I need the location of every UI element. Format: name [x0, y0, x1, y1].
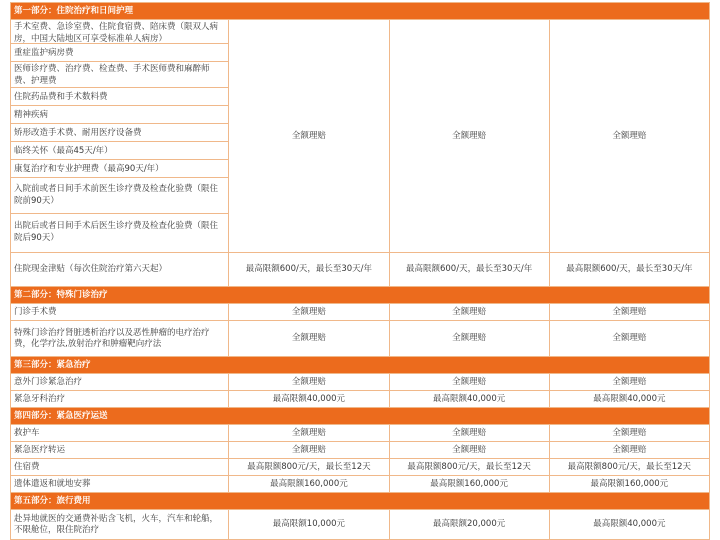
plan-3-value: 全额理赔: [549, 304, 709, 321]
plan-1-value: 最高限额10,000元: [229, 510, 389, 540]
list-item: 重症监护病房费: [11, 44, 228, 62]
row-label: 遗体遣返和就地安葬: [11, 476, 229, 493]
table-row: [11, 391, 710, 408]
table-row: [11, 304, 710, 321]
list-item: 康复治疗和专业护理费（最高90天/年）: [11, 160, 228, 178]
plan-3-value: 全额理赔: [549, 20, 709, 253]
section-title: 第三部分：紧急治疗: [11, 357, 710, 374]
plan-3-value: 最高限额40,000元: [549, 510, 709, 540]
table-row: [11, 510, 710, 540]
plan-3-value: 最高限额40,000元: [549, 391, 709, 408]
plan-2-value: 全额理赔: [389, 20, 549, 253]
plan-2-value: 最高限额800元/天，最长至12天: [389, 459, 549, 476]
inpatient-items-cell: [11, 20, 229, 253]
row-label: 赴异地就医的交通费补贴含飞机，火车，汽车和轮船，不限舱位，限住院治疗: [11, 510, 229, 540]
section-header-travel: [11, 493, 710, 510]
row-label: 救护车: [11, 425, 229, 442]
plan-1-value: 全额理赔: [229, 304, 389, 321]
table-row: [11, 253, 710, 287]
section-header-inpatient: [11, 3, 710, 20]
table-row: [11, 476, 710, 493]
plan-1-value: 最高限额800元/天，最长至12天: [229, 459, 389, 476]
list-item: 矫形改造手术费、耐用医疗设备费: [11, 124, 228, 142]
section-header-outpatient: [11, 287, 710, 304]
plan-3-value: 最高限额160,000元: [549, 476, 709, 493]
list-item: 临终关怀（最高45天/年）: [11, 142, 228, 160]
table-row: [11, 374, 710, 391]
list-item: 精神疾病: [11, 106, 228, 124]
plan-2-value: 全额理赔: [389, 425, 549, 442]
plan-1-value: 全额理赔: [229, 20, 389, 253]
list-item: 手术室费、急诊室费、住院食宿费、陪床费（限双人病房，中国大陆地区可享受标准单人病房）: [11, 20, 228, 44]
plan-1-value: 最高限额600/天，最长至30天/年: [229, 253, 389, 287]
plan-3-value: 全额理赔: [549, 374, 709, 391]
table-row: [11, 321, 710, 357]
plan-3-value: 全额理赔: [549, 425, 709, 442]
table-row: [11, 20, 710, 253]
plan-2-value: 全额理赔: [389, 304, 549, 321]
list-item: 入院前或者日间手术前医生诊疗费及检查化验费（限住院前90天）: [11, 178, 228, 214]
plan-1-value: 全额理赔: [229, 425, 389, 442]
plan-3-value: 全额理赔: [549, 321, 709, 357]
plan-2-value: 最高限额20,000元: [389, 510, 549, 540]
row-label: 意外门诊紧急治疗: [11, 374, 229, 391]
plan-3-value: 最高限额800元/天，最长至12天: [549, 459, 709, 476]
section-title: 第二部分：特殊门诊治疗: [11, 287, 710, 304]
section-title: 第一部分：住院治疗和日间护理: [11, 3, 710, 20]
table-row: [11, 459, 710, 476]
list-item: 住院药品费和手术数料费: [11, 88, 228, 106]
section-header-evacuation: [11, 408, 710, 425]
plan-1-value: 全额理赔: [229, 442, 389, 459]
plan-2-value: 最高限额160,000元: [389, 476, 549, 493]
section-title: 第四部分：紧急医疗运送: [11, 408, 710, 425]
table-row: [11, 442, 710, 459]
plan-1-value: 最高限额40,000元: [229, 391, 389, 408]
row-label: 门诊手术费: [11, 304, 229, 321]
coverage-table: [10, 2, 710, 540]
plan-3-value: 最高限额600/天，最长至30天/年: [549, 253, 709, 287]
row-label: 特殊门诊治疗肾脏透析治疗以及恶性肿瘤的电疗治疗费，化学疗法,放射治疗和肿瘤靶向疗法: [11, 321, 229, 357]
row-label: 住院现金津贴（每次住院治疗第六天起）: [11, 253, 229, 287]
plan-2-value: 最高限额600/天，最长至30天/年: [389, 253, 549, 287]
row-label: 紧急医疗转运: [11, 442, 229, 459]
section-header-emergency: [11, 357, 710, 374]
row-label: 住宿费: [11, 459, 229, 476]
plan-2-value: 全额理赔: [389, 442, 549, 459]
plan-2-value: 最高限额40,000元: [389, 391, 549, 408]
row-label: 紧急牙科治疗: [11, 391, 229, 408]
table-row: [11, 425, 710, 442]
list-item: 医师诊疗费、治疗费、检查费、手术医师费和麻醉师费、护理费: [11, 62, 228, 88]
plan-2-value: 全额理赔: [389, 374, 549, 391]
plan-1-value: 全额理赔: [229, 374, 389, 391]
plan-1-value: 最高限额160,000元: [229, 476, 389, 493]
plan-1-value: 全额理赔: [229, 321, 389, 357]
list-item: 出院后或者日间手术后医生诊疗费及检查化验费（限住院后90天）: [14, 221, 219, 243]
plan-3-value: 全额理赔: [549, 442, 709, 459]
section-title: 第五部分：旅行费用: [11, 493, 710, 510]
plan-2-value: 全额理赔: [389, 321, 549, 357]
